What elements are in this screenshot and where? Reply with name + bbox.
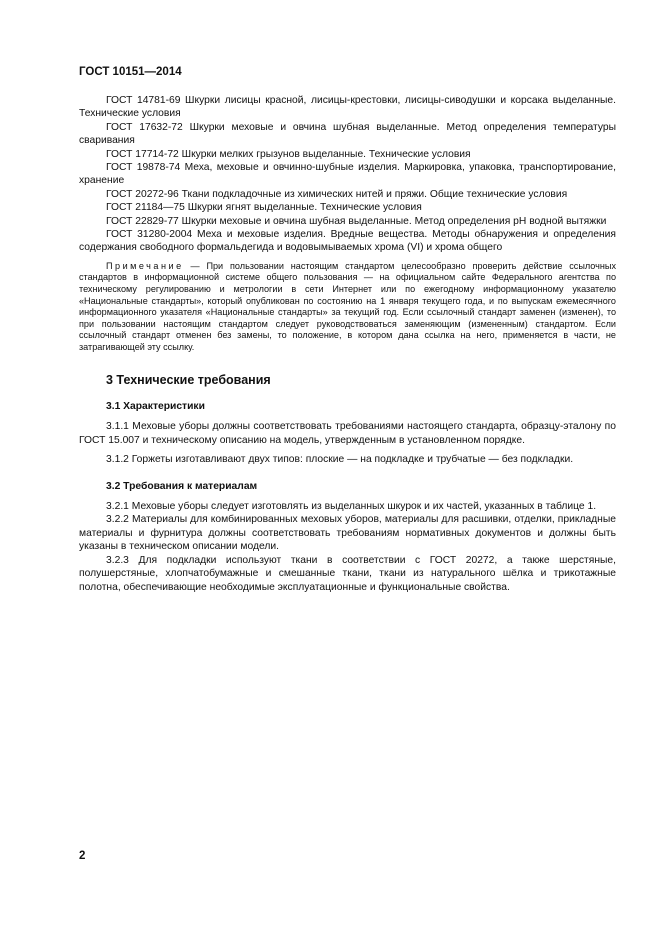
document-body [79, 94, 616, 594]
paragraph-3-1-1: 3.1.1 Меховые уборы должны соответствовать требованиями настоящего стандарта, образцу-эталону по ГОСТ 15.007 и техническому описанию на модель, утвержденным в установленном порядке. [79, 421, 616, 446]
paragraph-3-1-2: 3.1.2 Горжеты изготавливают двух типов: плоские — на подкладке и трубчатые — без подкладки. [106, 454, 574, 466]
reference-item: ГОСТ 17632-72 Шкурки меховые и овчина шубная выделанные. Метод определения температуры сваривания [79, 121, 616, 147]
page-number: 2 [79, 850, 86, 862]
reference-item: ГОСТ 22829-77 Шкурки меховые и овчина шубная выделанные. Метод определения pH водной вытяжки [106, 215, 607, 227]
subsection-3-1-title: 3.1 Характеристики [106, 401, 205, 413]
paragraph-3-2-2: 3.2.2 Материалы для комбинированных меховых уборов, материалы для расшивки, отделки, прикладные материалы и фурнитура должны соответствовать требованиям нормативных документов и должны быть указаны в техническом описании модели. [79, 514, 616, 553]
note-paragraph [79, 261, 616, 354]
reference-item: ГОСТ 17714-72 Шкурки мелких грызунов выделанные. Технические условия [106, 148, 471, 160]
note-text: — При пользовании настоящим стандартом целесообразно проверить действие ссылочных стандартов в информационной системе общего пользования — на официальном сайте Федерального агентства по техническому регулированию и метрологии в сети Интернет или по ежегодному информационному указателю «Национальные стандарты», который опубликован по состоянию на 1 января текущего года, и по выпускам ежемесячного информационного указателя «Национальные стандарты» за текущий год. Если ссылочный стандарт заменен (изменен), то при пользовании настоящим стандартом следует руководствоваться заменяющим (измененным) стандартом. Если ссылочный стандарт отменен без замены, то положение, в котором дана ссылка на него, применяется в части, не затрагивающей эту ссылку. [79, 260, 616, 353]
paragraph-3-2-3: 3.2.3 Для подкладки используют ткани в соответствии с ГОСТ 20272, а также шерстяные, полушерстяные, хлопчатобумажные и смешанные ткани, ткани из натурального шёлка и трикотажные полотна, обеспечивающие необходимые эксплуатационные и функциональные свойства. [79, 554, 616, 593]
reference-item: ГОСТ 20272-96 Ткани подкладочные из химических нитей и пряжи. Общие технические условия [106, 188, 568, 200]
subsection-3-2-title: 3.2 Требования к материалам [106, 480, 258, 492]
document-header: ГОСТ 10151—2014 [79, 66, 182, 78]
reference-item: ГОСТ 19878-74 Меха, меховые и овчинно-шубные изделия. Маркировка, упаковка, транспортирование, хранение [79, 162, 616, 187]
section-3-title: 3 Технические требования [106, 372, 271, 387]
reference-item: ГОСТ 14781-69 Шкурки лисицы красной, лисицы-крестовки, лисицы-сиводушки и корсака выделанные. Технические условия [79, 95, 616, 120]
reference-item: ГОСТ 21184—75 Шкурки ягнят выделанные. Технические условия [106, 202, 422, 214]
reference-item: ГОСТ 31280-2004 Меха и меховые изделия. Вредные вещества. Методы обнаружения и определения содержания свободного формальдегида и водовымываемых хрома (VI) и хрома общего [79, 229, 616, 254]
note-label: Примечание [106, 260, 184, 271]
paragraph-3-2-1: 3.2.1 Меховые уборы следует изготовлять из выделанных шкурок и их частей, указанных в таблице 1. [106, 501, 597, 513]
